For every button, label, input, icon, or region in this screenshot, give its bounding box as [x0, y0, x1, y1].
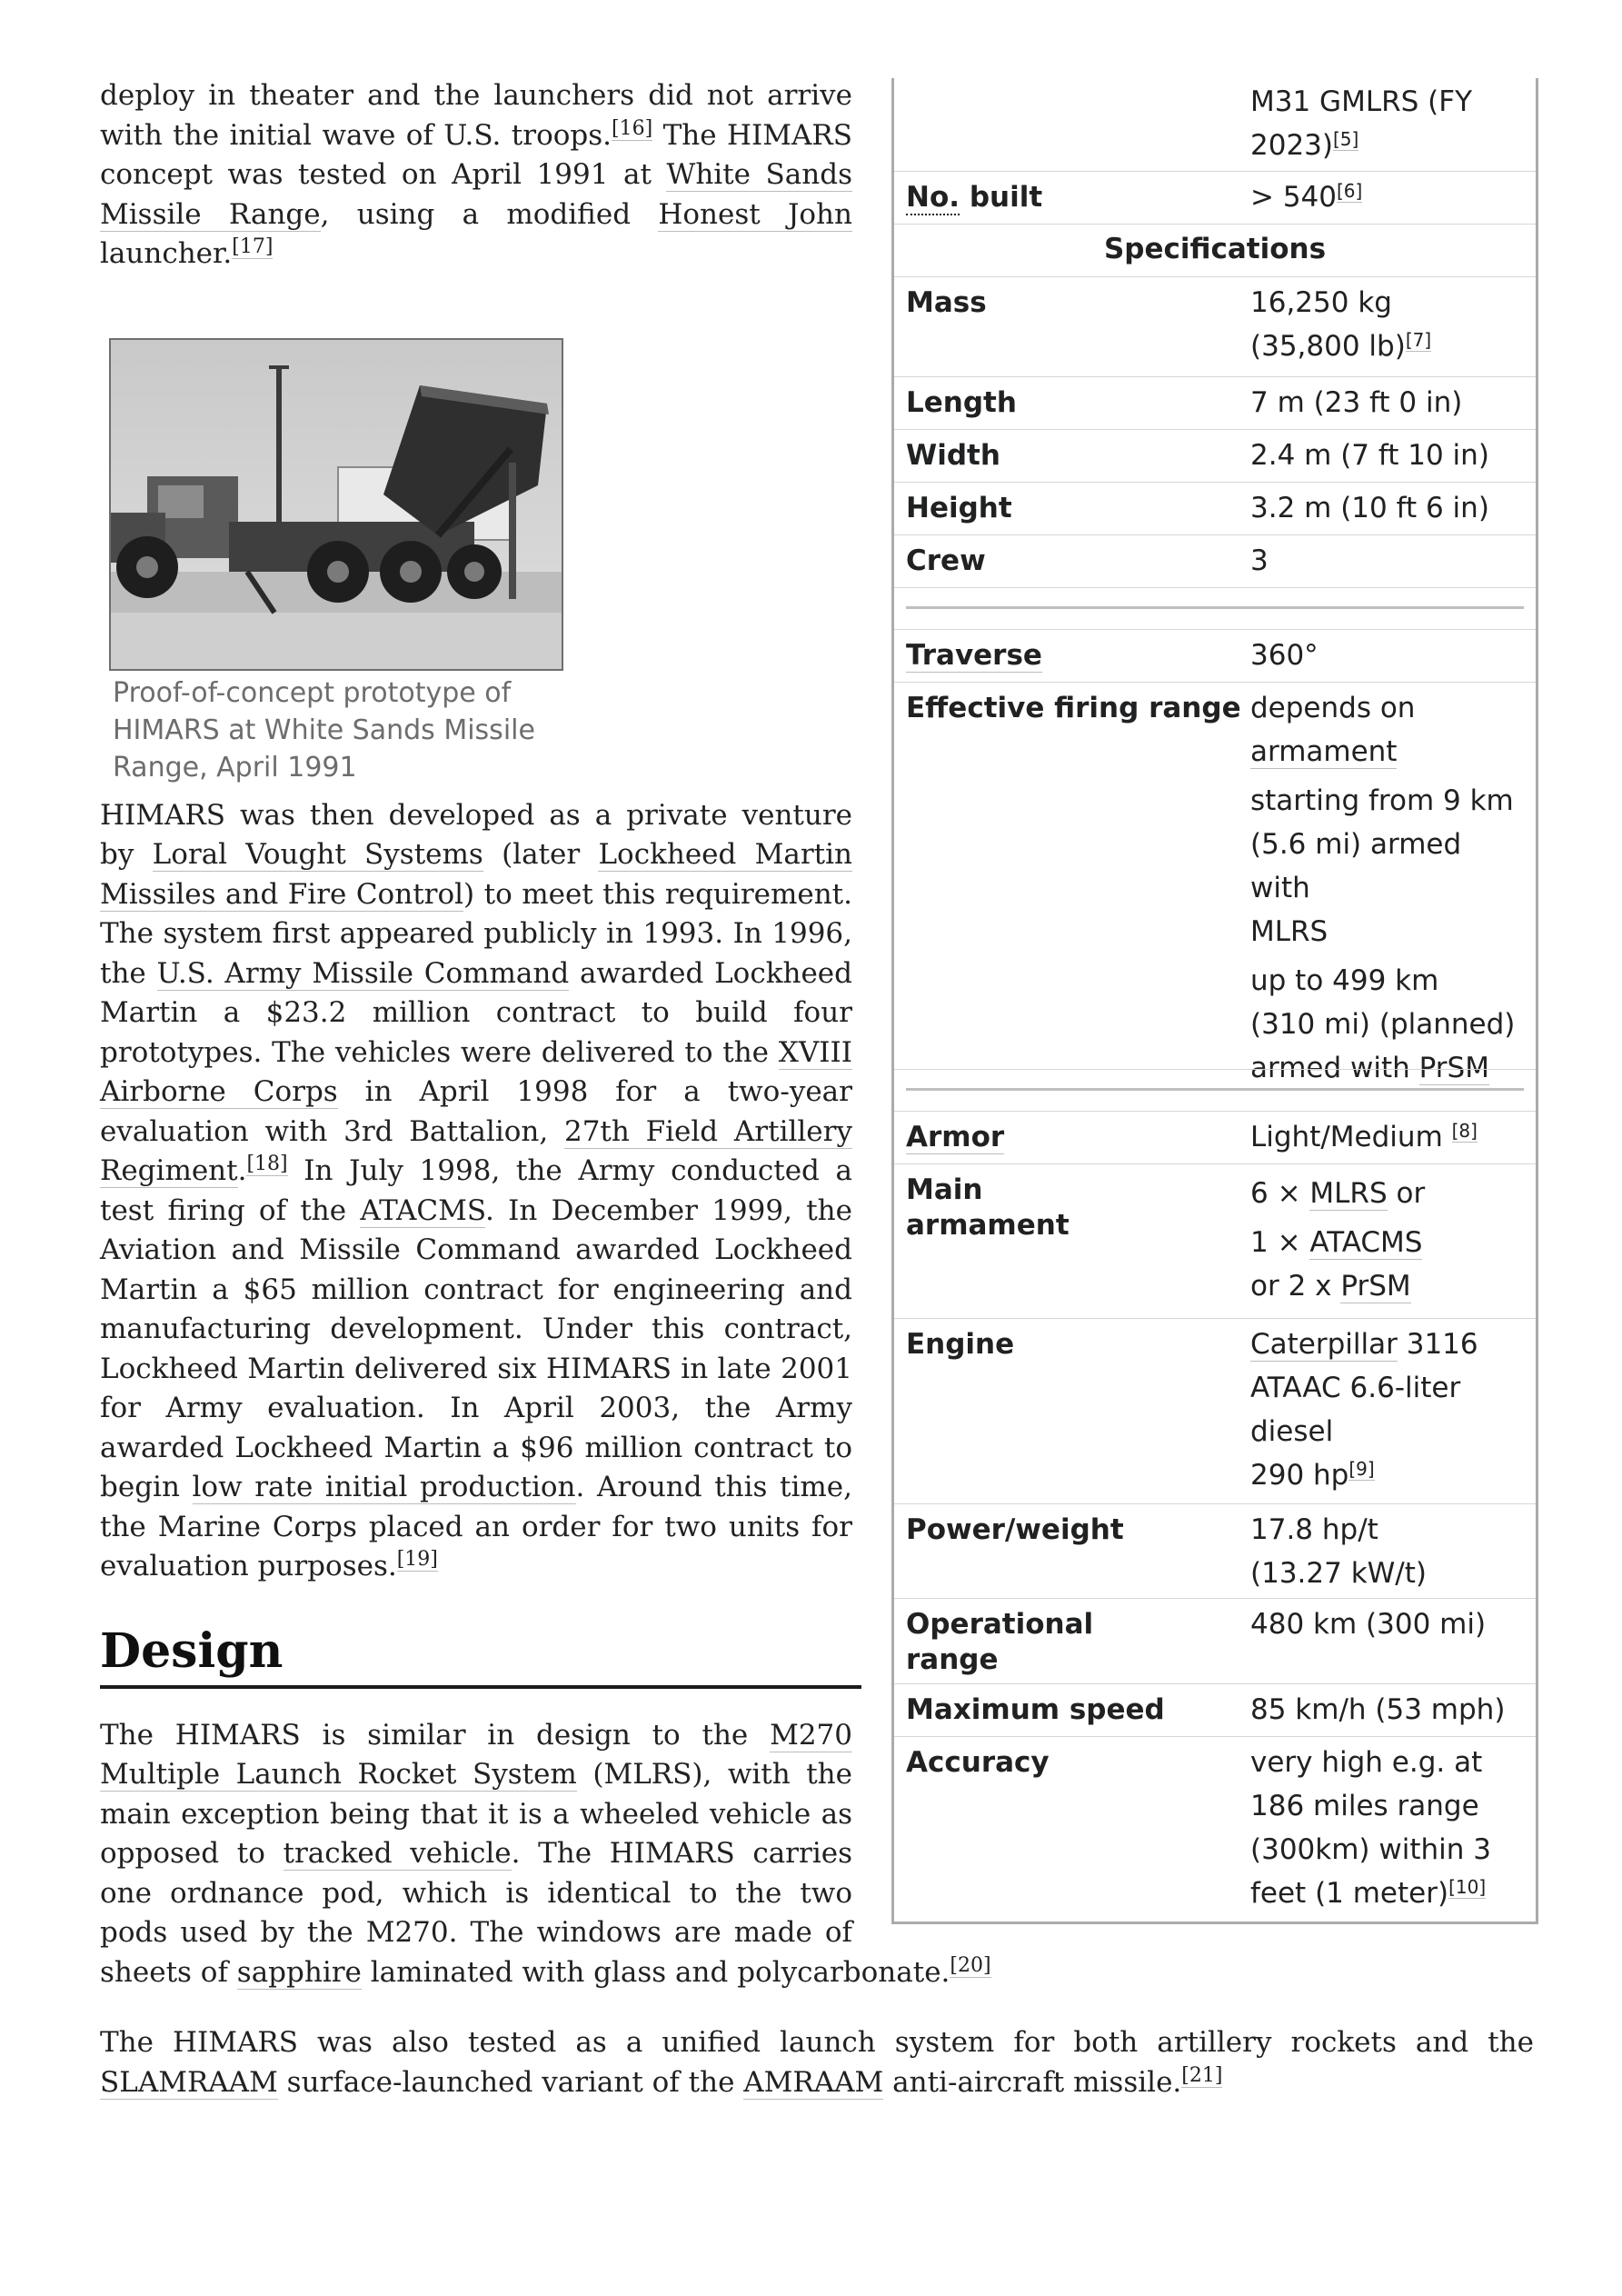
p2-text-6: .: [237, 1154, 247, 1187]
p2-text-8: . In December 1999, the Aviation and Missile Command awarded Lockheed Martin a $65 million contract for engineering and manufacturing development. Under this contract, Lockheed Martin delivered six HIMARS in late 2001 for Army evaluation. In April 2003, the Army awarded Lockheed Martin a $96 million contract to begin: [100, 1193, 852, 1503]
max-speed-value: 85 km/h (53 mph): [1250, 1693, 1506, 1726]
p3-text-4: laminated with glass and polycarbonate.: [361, 1955, 950, 1989]
ref-20[interactable]: [20]: [950, 1953, 991, 1977]
armor-link[interactable]: Armor: [906, 1121, 1005, 1153]
range-line-4: (5.6 mi) armed with: [1250, 828, 1462, 904]
engine-line-3: diesel: [1250, 1415, 1334, 1448]
main-arm-1a: 6 ×: [1250, 1177, 1310, 1210]
loral-vought-link[interactable]: Loral Vought Systems: [152, 838, 483, 871]
p4-text-1: The HIMARS was also tested as a unified launch system for both artillery rockets and the: [100, 2026, 1534, 2059]
ref-6[interactable]: [6]: [1337, 180, 1363, 202]
honest-john-link[interactable]: Honest John: [658, 197, 852, 231]
range-line-8: armed with: [1250, 1052, 1419, 1084]
infobox-space: [880, 76, 1534, 1949]
height-value: 3.2 m (10 ft 6 in): [1250, 492, 1489, 524]
army-missile-command-link[interactable]: U.S. Army Missile Command: [156, 956, 570, 990]
range-line-1: depends on: [1250, 692, 1416, 724]
27th-field-artillery-link[interactable]: 27th Field Artillery Regiment: [100, 1114, 852, 1187]
pw-line-2: (13.27 kW/t): [1250, 1557, 1427, 1590]
no-built-number: > 540: [1250, 181, 1337, 214]
range-line-5: MLRS: [1250, 915, 1328, 948]
armament-link[interactable]: armament: [1250, 735, 1398, 768]
caterpillar-link[interactable]: Caterpillar: [1250, 1328, 1398, 1361]
engine-power: 290 hp: [1250, 1459, 1349, 1492]
p3-text-1: The HIMARS is similar in design to the: [100, 1718, 771, 1752]
atacms-link-infobox[interactable]: ATACMS: [1309, 1226, 1423, 1259]
accuracy-line-1: very high e.g. at: [1250, 1746, 1483, 1779]
ref-16[interactable]: [16]: [612, 116, 653, 140]
amraam-link[interactable]: AMRAAM: [743, 2065, 884, 2099]
mlrs-link[interactable]: MLRS: [1309, 1177, 1388, 1210]
munitions-line-2: 2023): [1250, 129, 1333, 162]
traverse-value: 360°: [1250, 639, 1318, 672]
oprange-label-1: Operational: [906, 1608, 1094, 1641]
ref-9[interactable]: [9]: [1348, 1458, 1375, 1480]
main-arm-3a: or 2 x: [1250, 1270, 1341, 1303]
p1-text-3: , using a modified: [320, 197, 659, 231]
p1-text-2: The HIMARS concept was tested on April 1991 at: [100, 118, 853, 191]
p1-text-1: deploy in theater and the launchers did not arrive with the initial wave of U.S. troops.: [100, 79, 852, 152]
p1-text-4: launcher.: [100, 237, 233, 270]
prsm-link-range[interactable]: PrSM: [1418, 1052, 1489, 1084]
ref-21[interactable]: [21]: [1181, 2063, 1223, 2087]
ref-5[interactable]: [5]: [1333, 128, 1359, 150]
height-label: Height: [906, 492, 1012, 524]
white-sands-link[interactable]: White Sands Missile Range: [100, 158, 852, 231]
range-line-3: starting from 9 km: [1250, 784, 1514, 817]
armor-text: Light/Medium: [1250, 1121, 1452, 1153]
p2-text-7: In July 1998, the Army conducted a test firing of the: [100, 1154, 852, 1227]
accuracy-line-2: 186 miles range: [1250, 1790, 1479, 1822]
main-armament-label-1: Main: [906, 1173, 983, 1206]
tracked-vehicle-link[interactable]: tracked vehicle: [283, 1837, 512, 1870]
sapphire-link[interactable]: sapphire: [236, 1955, 362, 1989]
accuracy-line-4: feet (1 meter): [1250, 1877, 1449, 1910]
engine-model: 3116: [1397, 1328, 1478, 1361]
accuracy-line-3: (300km) within 3: [1250, 1833, 1491, 1866]
figure-space: [100, 305, 554, 796]
lrip-link[interactable]: low rate initial production: [192, 1471, 576, 1503]
slamraam-link[interactable]: SLAMRAAM: [100, 2065, 278, 2099]
length-label: Length: [906, 386, 1017, 419]
ref-17[interactable]: [17]: [232, 235, 274, 258]
crew-value: 3: [1250, 544, 1269, 577]
munitions-line-1: M31 GMLRS (FY: [1250, 85, 1473, 118]
specifications-heading: Specifications: [1103, 233, 1327, 265]
p4-text-2: surface-launched variant of the: [277, 2065, 744, 2099]
xviii-airborne-link[interactable]: XVIII Airborne Corps: [100, 1035, 852, 1108]
max-speed-label: Maximum speed: [906, 1693, 1165, 1726]
engine-label: Engine: [906, 1328, 1015, 1361]
paragraph-slamraam: [100, 2023, 1534, 2102]
ref-8[interactable]: [8]: [1451, 1120, 1478, 1142]
p2-text-4: awarded Lockheed Martin a $23.2 million contract to build four prototypes. The vehicles were delivered to the: [100, 956, 852, 1069]
main-arm-2a: 1 ×: [1250, 1226, 1310, 1259]
ref-19[interactable]: [19]: [396, 1548, 438, 1571]
width-label: Width: [906, 439, 1000, 472]
article-body: [100, 76, 1534, 2133]
no-built-label-rest: built: [960, 181, 1043, 214]
main-arm-1c: or: [1387, 1177, 1426, 1210]
no-abbr[interactable]: No.: [906, 181, 960, 214]
p2-text-2: (later: [483, 838, 599, 871]
design-heading: Design: [100, 1620, 861, 1689]
operational-range-value: 480 km (300 mi): [1250, 1608, 1487, 1641]
power-weight-label: Power/weight: [906, 1513, 1124, 1546]
ref-10[interactable]: [10]: [1448, 1876, 1487, 1898]
length-value: 7 m (23 ft 0 in): [1250, 386, 1463, 419]
p2-text-1: HIMARS was then developed as a private venture by: [100, 798, 852, 871]
m270-mlrs-link[interactable]: M270 Multiple Launch Rocket System: [100, 1718, 852, 1791]
p3-text-3: . The HIMARS carries one ordnance pod, which is identical to the two pods used by the M270. The windows are made of sheets of: [100, 1837, 852, 1989]
effective-range-label: Effective firing range: [906, 692, 1241, 724]
p2-text-9: . Around this time, the Marine Corps placed an order for two units for evaluation purposes.: [100, 1471, 852, 1582]
lockheed-martin-mfc-link[interactable]: Lockheed Martin Missiles and Fire Control: [100, 838, 852, 911]
mass-label: Mass: [906, 286, 987, 319]
prsm-link-armament[interactable]: PrSM: [1340, 1270, 1411, 1303]
range-line-7: (310 mi) (planned): [1250, 1008, 1516, 1041]
width-value: 2.4 m (7 ft 10 in): [1250, 439, 1489, 472]
main-armament-label-2: armament: [906, 1209, 1070, 1242]
p4-text-3: anti-aircraft missile.: [883, 2065, 1182, 2099]
engine-line-2: ATAAC 6.6-liter: [1250, 1372, 1461, 1404]
ref-7[interactable]: [7]: [1405, 329, 1432, 351]
p3-text-2: (MLRS), with the main exception being that it is a wheeled vehicle as opposed to: [100, 1758, 852, 1870]
mass-imperial: (35,800 lb): [1250, 330, 1406, 363]
range-line-6: up to 499 km: [1250, 964, 1439, 997]
p2-text-3: ) to meet this requirement. The system first appeared publicly in 1993. In 1996, the: [100, 877, 852, 990]
mass-metric: 16,250 kg: [1250, 286, 1392, 319]
oprange-label-2: range: [906, 1643, 999, 1676]
crew-label: Crew: [906, 544, 986, 577]
figure-caption: Proof-of-concept prototype of HIMARS at White Sands Missile Range, April 1991: [113, 677, 535, 784]
accuracy-label: Accuracy: [906, 1746, 1050, 1779]
traverse-link[interactable]: Traverse: [906, 639, 1042, 672]
atacms-link[interactable]: ATACMS: [360, 1193, 486, 1227]
ref-18[interactable]: [18]: [246, 1153, 288, 1175]
p2-text-5: in April 1998 for a two-year evaluation with 3rd Battalion,: [100, 1075, 852, 1148]
pw-line-1: 17.8 hp/t: [1250, 1513, 1378, 1546]
